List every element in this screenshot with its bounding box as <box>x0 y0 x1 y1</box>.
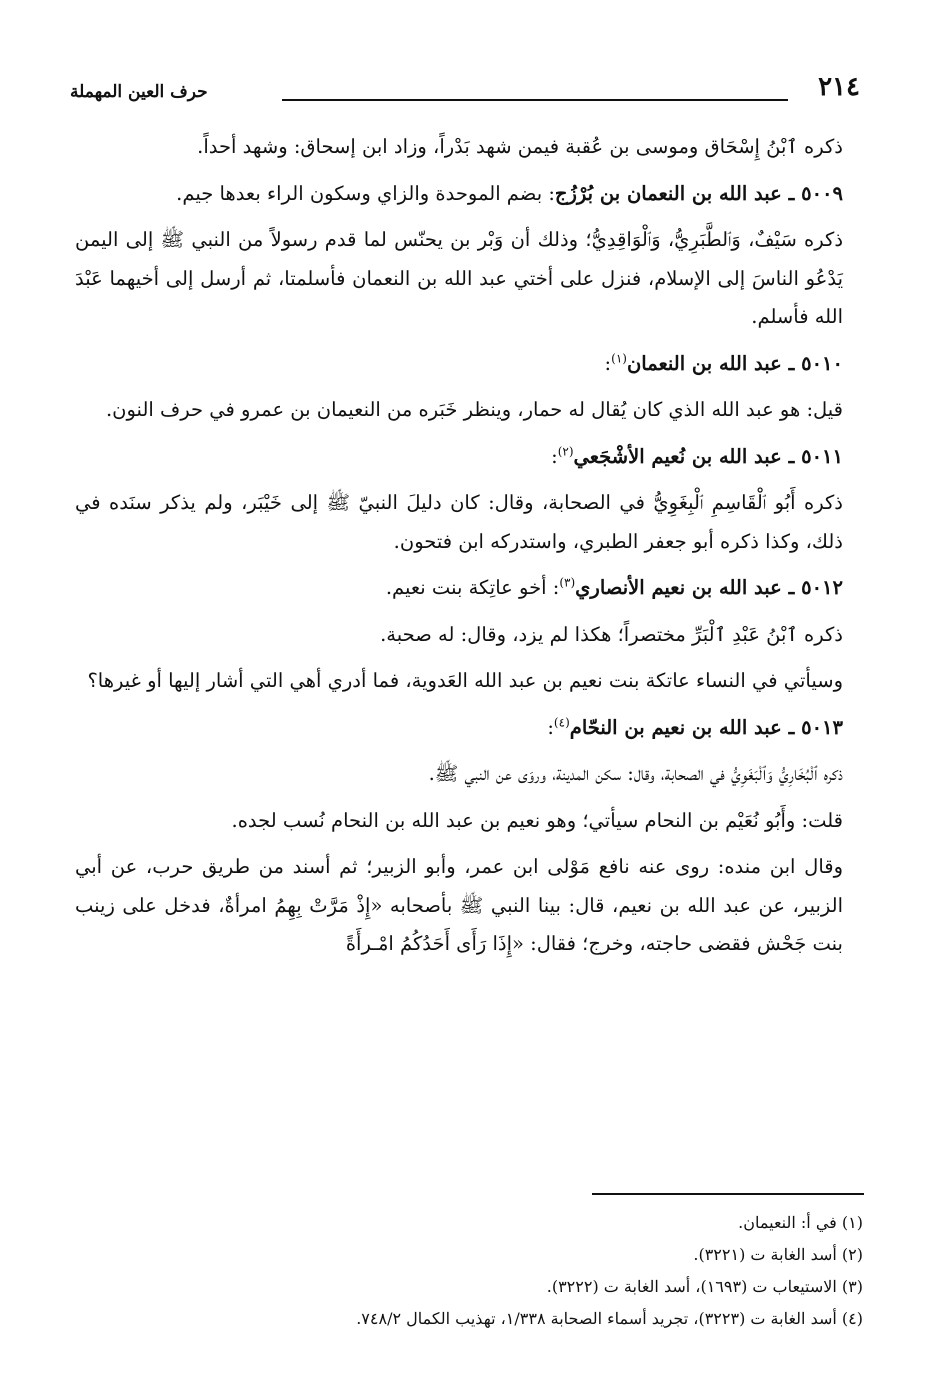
footnote-marker: (١) <box>611 351 627 365</box>
footnote: (١) في أ: النعيمان. <box>738 1213 863 1232</box>
entry-heading: ٥٠١٠ ـ عبد الله بن النعمان <box>626 351 843 375</box>
footnote-divider <box>592 1193 864 1195</box>
entry-heading: ٥٠١١ ـ عبد الله بن نُعيم الأشْجَعي <box>573 444 843 468</box>
entry-5013 <box>75 709 863 748</box>
main-text <box>75 128 863 972</box>
paragraph: ذكره ٱبْنُ عَبْدِ ٱلْبَرِّ مختصراً؛ هكذا لم يزد، وقال: له صحبة. <box>380 622 843 646</box>
entry-text: : <box>547 715 554 739</box>
footnote-marker: (٣) <box>559 575 576 590</box>
paragraph: قيل: هو عبد الله الذي كان يُقال له حمار، وينظر خَبَره من النعيمان بن عمرو في حرف النون. <box>105 398 843 421</box>
entry-heading: ٥٠١٣ ـ عبد الله بن نعيم بن النحّام <box>569 715 843 739</box>
paragraph: وقال ابن منده: روى عنه نافع مَوْلى ابن عمر، وأبو الزبير؛ ثم أسند من طريق حرب، عن أبي الزبير، عن عبد الله بن نعيم، قال: بينا النبي ﷺ بأصحابه «إِذْ مَرَّتْ بِهِمُ امرأةٌ، فدخل على زينب بنت جَحْش فقضى حاجته، وخرج؛ فقال: «إِذَا رَأَى أَحَدُكُمُ امْـرأَةً <box>75 855 843 955</box>
footnotes <box>75 1207 863 1335</box>
paragraph: ذكره أَبُو ٱلْقَاسِمِ ٱلْبِغَوِيُّ في الصحابة، وقال: كان دليلَ النبيّ ﷺ إلى خَيْبَر، ولم يذكر سنَده في ذلك، وكذا ذكره أبو جعفر الطبري، واستدركه ابن فتحون. <box>75 491 843 553</box>
footnote: (٤) أسد الغابة ت (٣٢٢٣)، تجريد أسماء الصحابة ١/٣٣٨، تهذيب الكمال ٧٤٨/٢. <box>356 1309 863 1328</box>
paragraph: قلت: وأَبُو نُعَيْم بن النحام سيأتي؛ وهو نعيم بن عبد الله بن النحام نُسب لجده. <box>231 808 843 832</box>
header-rule <box>282 99 788 101</box>
paragraph: ذكره ٱلْبُخَارِيُّ وَٱلْبَغَوِيُّ في الصحابة، وقال: سكن المدينة، وروَى عن النبي ﷺ. <box>428 762 843 785</box>
entry-5011 <box>75 438 863 477</box>
entry-5010 <box>75 345 863 384</box>
paragraph: ذكره سَيْفٌ، وَٱلطَّبَرِيُّ، وَٱلْوَاقِدِيُّ؛ وذلك أن وَبْر بن يحنّس لما قدم رسولاً من النبي ﷺ إلى اليمن يَدْعُو الناسَ إلى الإسلام، فنزل على أختي عبد الله بن النعمان فأسلمتا، ثم أرسل إلى أخيهما عَبْدَ الله فأسلم. <box>75 228 843 328</box>
entry-text: : بضم الموحدة والزاي وسكون الراء بعدها جيم. <box>176 181 555 205</box>
running-title: حرف العين المهملة <box>70 82 208 102</box>
entry-text: : أخو عاتِكة بنت نعيم. <box>385 576 560 599</box>
entry-5009 <box>75 175 863 214</box>
footnote-marker: (٢) <box>557 444 574 458</box>
entry-heading: ٥٠٠٩ ـ عبد الله بن النعمان بن بُرْزُج <box>554 181 843 205</box>
entry-text: : <box>604 351 612 375</box>
paragraph: ذكره ٱبْنُ إِسْحَاق وموسى بن عُقبة فيمن شهد بَدْراً، وزاد ابن إسحاق: وشهد أحداً. <box>197 135 843 158</box>
footnote: (٣) الاستيعاب ت (١٦٩٣)، أسد الغابة ت (٣٢٢٢). <box>546 1277 863 1296</box>
paragraph: وسيأتي في النساء عاتكة بنت نعيم بن عبد الله العَدوية، فما أدري أهي التي أشار إليها أو غيرها؟ <box>87 669 843 692</box>
entry-text: : <box>551 444 558 468</box>
page-number: ٢١٤ <box>818 72 860 102</box>
entry-heading: ٥٠١٢ ـ عبد الله بن نعيم الأنصاري <box>575 576 843 599</box>
page-header <box>70 72 860 112</box>
footnote: (٢) أسد الغابة ت (٣٢٢١). <box>693 1245 863 1264</box>
entry-5012 <box>75 569 863 608</box>
footnote-marker: (٤) <box>553 715 570 729</box>
